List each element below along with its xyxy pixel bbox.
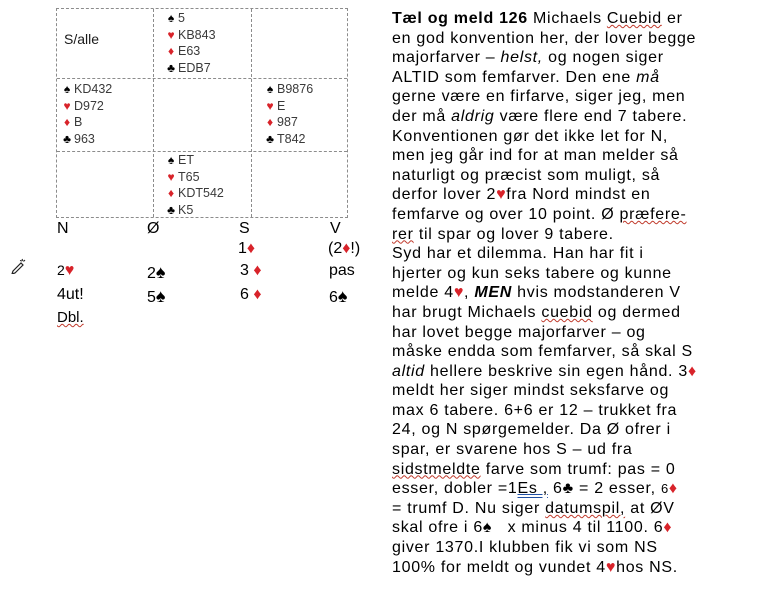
text-span: sidstmeldte	[392, 460, 481, 478]
spade-icon: ♠	[337, 286, 348, 306]
west-clubs: 963	[74, 131, 95, 146]
spade-icon: ♠	[155, 286, 166, 306]
text-span: datumspil,	[545, 499, 626, 517]
text-span: max 6 tabere. 6+6 er 12 – trukket fra	[392, 401, 678, 419]
text-span: Michaels	[533, 10, 602, 27]
south-clubs: K5	[178, 202, 194, 217]
diamond-icon: ♦	[663, 519, 673, 537]
north-diamonds: E63	[178, 44, 201, 58]
text-span: = trumf D. Nu siger	[392, 499, 541, 517]
text-span: farve som trumf: pas = 0	[485, 460, 676, 478]
bid-level: 1	[238, 240, 247, 257]
text-span: og dermed	[597, 303, 681, 321]
text-span: majorfarver –	[392, 49, 496, 67]
text-span: har lovet begge majorfarver – og	[392, 323, 646, 341]
text-span: = 2 esser,	[579, 480, 656, 498]
south-hand	[164, 152, 224, 218]
text-span: giver 1370.I klubben fik vi som NS	[392, 539, 658, 557]
text-span: aldrig	[451, 107, 495, 125]
east-hearts: E	[277, 98, 286, 113]
bid-south-1	[238, 240, 255, 258]
heart-icon: ♥	[605, 558, 617, 576]
club-icon: ♣	[167, 202, 175, 217]
diamond-icon: ♦	[63, 115, 71, 129]
text-span: er	[666, 10, 683, 27]
north-hand	[164, 10, 216, 76]
east-clubs: T842	[277, 131, 306, 146]
club-icon: ♣	[63, 131, 71, 146]
bid-header-north: N	[57, 220, 69, 237]
north-hearts: KB843	[178, 27, 216, 42]
text-span: Cuebid	[606, 10, 662, 27]
text-span: der må	[392, 107, 446, 125]
spade-icon: ♠	[167, 11, 175, 25]
text-span: x minus 4 til 1100. 6	[507, 519, 664, 537]
text-span: Konventionen gør det ikke let for N,	[392, 127, 668, 145]
bid-suffix: !)	[350, 240, 361, 257]
text-span: har brugt Michaels	[392, 303, 537, 321]
east-diamonds: 987	[277, 115, 298, 129]
text-span: 6	[660, 481, 669, 497]
text-span: rer	[392, 225, 414, 243]
south-spades: ET	[178, 153, 194, 167]
spade-icon: ♠	[482, 519, 493, 537]
bid-west-1	[328, 240, 360, 258]
text-span: fra Nord mindst en	[506, 186, 651, 204]
bid-header-east: Ø	[147, 220, 160, 237]
text-span: præfere-	[619, 205, 687, 223]
spade-icon: ♠	[266, 82, 274, 96]
diamond-icon: ♦	[266, 115, 274, 129]
text-span: altid	[392, 362, 425, 380]
text-span: være flere end 7 tabere.	[499, 107, 688, 125]
heart-icon: ♥	[167, 27, 175, 42]
west-hand	[60, 81, 112, 147]
text-span: ALTID som femfarver. Den ene	[392, 68, 631, 86]
bid-level: (2	[328, 240, 343, 257]
diamond-icon: ♦	[253, 286, 262, 303]
bid-level: 2	[147, 265, 156, 282]
bid-north-2	[57, 262, 74, 280]
heart-icon: ♥	[453, 284, 465, 302]
bid-level: 6	[329, 289, 338, 306]
east-spades: B9876	[277, 82, 314, 96]
north-clubs: EDB7	[178, 60, 211, 75]
text-span: cuebid	[541, 303, 593, 321]
bid-level: 3	[240, 262, 249, 279]
west-hearts: D972	[74, 98, 104, 113]
text-span: hjerter og kun seks tabere og kunne	[392, 264, 672, 282]
grid-divider	[57, 78, 347, 79]
text-span: 6	[553, 480, 563, 498]
text-span: 100% for meldt og vundet 4	[392, 558, 606, 576]
text-span: en god konvention her, der lover begge	[392, 29, 697, 47]
diamond-icon: ♦	[687, 362, 697, 380]
bid-east-2	[147, 262, 165, 283]
heart-icon: ♥	[63, 98, 71, 113]
text-span: hvis modstanderen V	[517, 284, 681, 302]
grid-divider	[153, 9, 154, 217]
article-text	[392, 9, 764, 577]
dealer-vulnerability: S/alle	[64, 31, 100, 47]
diamond-icon: ♦	[342, 240, 351, 257]
text-span: hellere beskrive sin egen hånd. 3	[430, 362, 688, 380]
heart-icon: ♥	[496, 186, 507, 204]
text-span: gerne være en firfarve, siger jeg, men	[392, 88, 686, 106]
heart-icon: ♥	[64, 262, 75, 279]
diamond-icon: ♦	[253, 262, 262, 279]
text-span: måske endda som femfarver, så skal S	[392, 343, 693, 361]
club-icon: ♣	[167, 60, 175, 75]
text-span: esser, dobler =1	[392, 480, 518, 498]
spade-icon: ♠	[63, 82, 71, 96]
bid-level: 6	[240, 286, 249, 303]
text-span: MEN	[474, 284, 512, 302]
text-span: Syd har et dilemma. Han har fit i	[392, 245, 644, 263]
bid-north-4: Dbl.	[57, 309, 84, 326]
text-span: 24, og N spørgemelder. Da Ø ofrer i	[392, 421, 671, 439]
west-diamonds: B	[74, 115, 83, 129]
pen-icon[interactable]	[10, 258, 26, 274]
spade-icon: ♠	[155, 262, 166, 282]
text-span: Es ,	[517, 480, 548, 498]
spade-icon: ♠	[167, 153, 175, 167]
bid-level: 5	[147, 289, 156, 306]
north-spades: 5	[178, 11, 185, 25]
text-span: femfarve og over 10 point. Ø	[392, 205, 615, 223]
text-span: at ØV	[630, 499, 675, 517]
text-span: derfor lover 2	[392, 186, 497, 204]
bid-south-3	[240, 286, 262, 304]
club-icon: ♣	[562, 480, 574, 498]
diamond-icon: ♦	[668, 480, 678, 498]
diamond-icon: ♦	[167, 186, 175, 200]
text-span: spar, er svarene hos S – ud fra	[392, 441, 633, 459]
bid-east-3	[147, 286, 165, 307]
text-span: men jeg går ind for at man melder så	[392, 147, 679, 165]
bid-south-2	[240, 262, 262, 280]
text-span: naturligt og præcist som muligt, så	[392, 166, 661, 184]
text-span: hos NS.	[616, 558, 678, 576]
bid-level: 2	[57, 262, 65, 278]
heart-icon: ♥	[167, 169, 175, 184]
article-title: Tæl og meld 126	[392, 10, 528, 27]
text-span: melde 4	[392, 284, 454, 302]
text-span: til spar og lover 9 tabere.	[418, 225, 614, 243]
east-hand	[263, 81, 313, 147]
bid-west-2: pas	[329, 262, 355, 279]
bid-west-3	[329, 286, 347, 307]
text-span: og nogen siger	[548, 49, 664, 67]
west-spades: KD432	[74, 82, 113, 96]
diamond-icon: ♦	[167, 44, 175, 58]
text-span: meldt her siger mindst seksfarve og	[392, 382, 670, 400]
south-diamonds: KDT542	[178, 186, 224, 200]
diamond-icon: ♦	[246, 240, 256, 257]
text-span: skal ofre i 6	[392, 519, 483, 537]
bid-north-3: 4ut!	[57, 286, 84, 303]
bid-header-west: V	[330, 220, 341, 237]
bid-header-south: S	[239, 220, 250, 237]
text-span: helst,	[500, 49, 543, 67]
text-span: ,	[464, 284, 470, 302]
deal-diagram	[56, 8, 348, 218]
grid-divider	[251, 9, 252, 217]
text-span: må	[636, 68, 660, 86]
heart-icon: ♥	[266, 98, 274, 113]
south-hearts: T65	[178, 169, 200, 184]
club-icon: ♣	[266, 131, 274, 146]
